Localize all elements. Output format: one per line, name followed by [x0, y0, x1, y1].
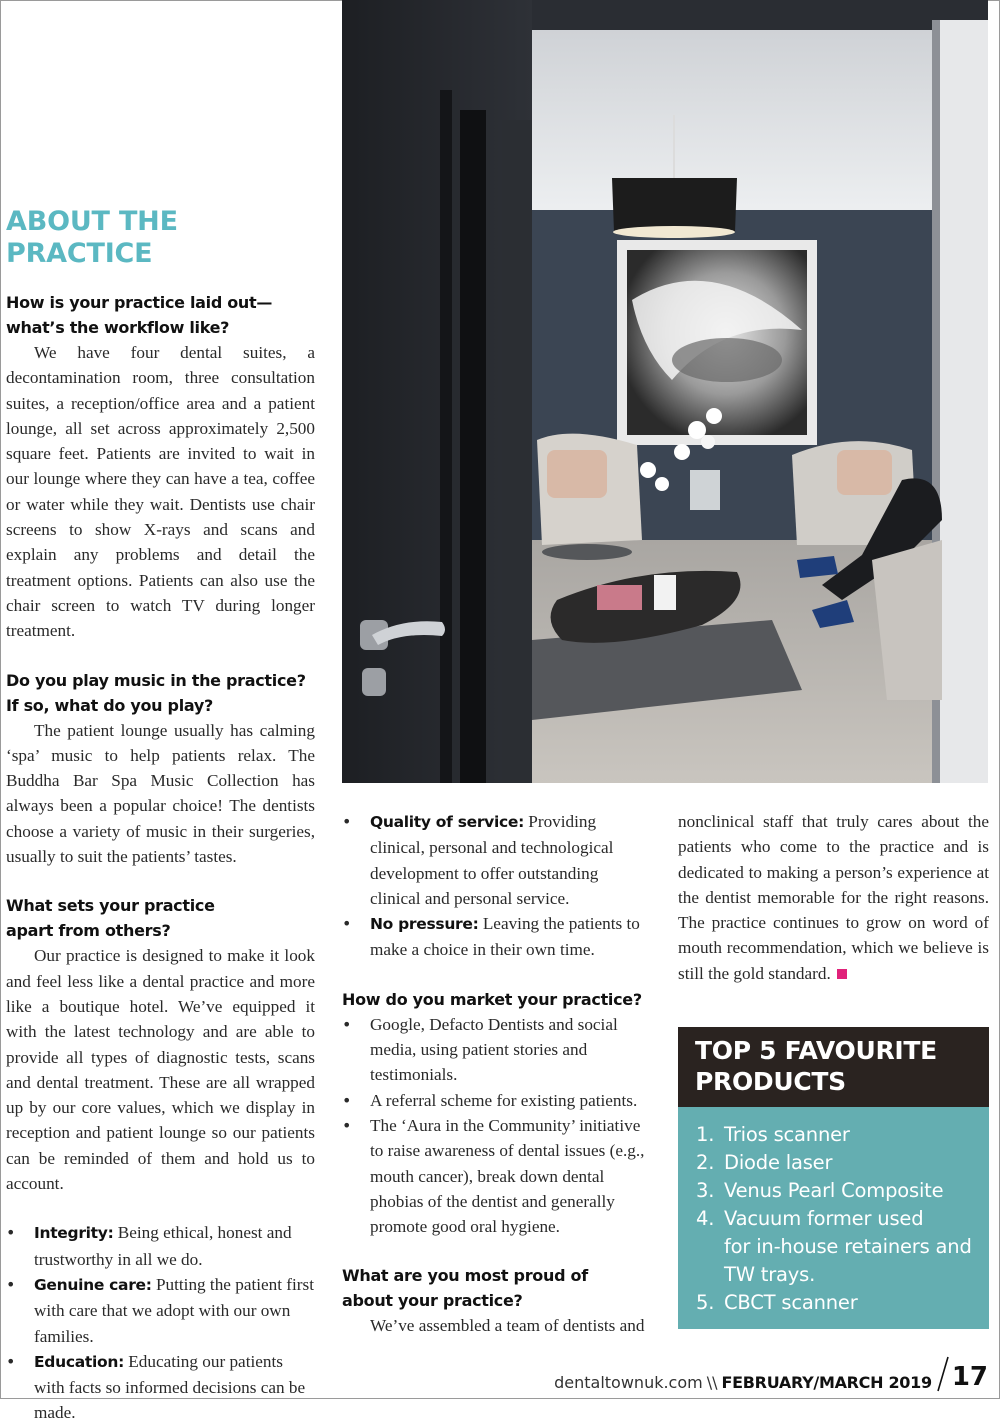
bullet-icon: • — [6, 1274, 16, 1294]
bullet-icon: • — [342, 1115, 352, 1135]
question-differentiators-line1: What sets your practice — [6, 896, 215, 916]
item-number: 3. — [696, 1179, 715, 1202]
value-label: No pressure: — [370, 915, 479, 934]
list-item — [342, 1012, 648, 1088]
top-products-title-line2: PRODUCTS — [695, 1067, 846, 1096]
core-values-list-part1 — [6, 1220, 315, 1425]
answer-proud-part2-text: nonclinical staff that truly cares about the patients who come to the practice and is dedicated to making a person’s experience at the dentist memorable for the right reasons. The practice continues to grow on word of mouth recommendation, which we believe is still the gold standard. — [678, 812, 989, 983]
list-item — [696, 1177, 979, 1205]
middle-column — [342, 809, 648, 1339]
list-item — [342, 809, 648, 911]
list-item — [696, 1149, 979, 1177]
slash-divider-icon — [936, 1356, 950, 1392]
value-label: Education: — [34, 1352, 124, 1371]
list-item — [342, 1088, 648, 1113]
item-text: Vacuum former used — [724, 1207, 924, 1230]
item-text: TW trays. — [724, 1263, 816, 1286]
question-proud-line1: What are you most proud of — [342, 1266, 588, 1286]
bullet-icon: • — [6, 1351, 16, 1371]
question-layout-line1: How is your practice laid out— — [6, 293, 273, 312]
list-item — [696, 1205, 979, 1289]
top-products-header — [678, 1027, 989, 1107]
bullet-icon: • — [342, 914, 352, 934]
value-label: Genuine care: — [34, 1275, 152, 1294]
value-label: Quality of service: — [370, 813, 524, 831]
value-text: Leaving the patients to make a choice in their own time. — [370, 914, 640, 960]
bullet-icon: • — [342, 812, 352, 831]
page-number: 17 — [951, 1362, 988, 1392]
marketing-text: Google, Defacto Dentists and social media, using patient stories and testimonials. — [370, 1014, 618, 1085]
footer-issue: FEBRUARY/MARCH 2019 — [721, 1373, 932, 1392]
value-text: Being ethical, honest and trustworthy in all we do. — [34, 1223, 292, 1269]
left-column — [6, 206, 315, 1426]
lounge-photo — [342, 0, 988, 783]
core-values-list-part2 — [342, 809, 648, 963]
question-differentiators-line2: apart from others? — [6, 921, 171, 941]
question-proud-line2: about your practice? — [342, 1291, 523, 1311]
item-number: 4. — [696, 1207, 715, 1230]
bullet-icon: • — [342, 1090, 352, 1110]
question-differentiators — [6, 893, 315, 943]
item-number: 2. — [696, 1151, 715, 1174]
answer-proud-part2 — [678, 809, 989, 986]
list-item — [6, 1272, 315, 1349]
list-item — [342, 911, 648, 963]
question-music-line1: Do you play music in the practice? — [6, 670, 306, 690]
bullet-icon: • — [6, 1223, 16, 1243]
footer-site: dentaltownuk.com — [554, 1373, 703, 1392]
list-item — [342, 1113, 648, 1239]
question-proud — [342, 1263, 648, 1313]
list-item — [696, 1121, 979, 1149]
top-products-box — [678, 1027, 989, 1329]
footer-separator: \\ — [706, 1373, 718, 1392]
value-text: Educating our patients with facts so informed decisions can be made. — [34, 1351, 306, 1423]
item-number: 5. — [696, 1291, 715, 1314]
top-products-title-line1: TOP 5 FAVOURITE — [695, 1036, 937, 1065]
item-text: Venus Pearl Composite — [724, 1179, 944, 1202]
answer-music: The patient lounge usually has calming ‘spa’ music to help patients relax. The Buddha Bar Spa Music Collection has always been a popular choice! The dentists choose a variety of music in their surgeries, usually to suit the patients’ tastes. — [6, 720, 315, 867]
value-text: Putting the patient first with care that we adopt with our own families. — [34, 1274, 314, 1346]
top-products-title — [695, 1035, 989, 1097]
value-label: Integrity: — [34, 1224, 114, 1243]
answer-proud-part1: We’ve assembled a team of dentists and — [370, 1316, 645, 1336]
question-music-line2: If so, what do you play? — [6, 695, 213, 715]
item-text: for in-house retainers and — [724, 1235, 972, 1258]
question-layout-line2: what’s the workflow like? — [6, 318, 230, 337]
question-marketing: How do you market your practice? — [342, 989, 642, 1009]
marketing-text: A referral scheme for existing patients. — [370, 1090, 638, 1110]
section-title: ABOUT THE PRACTICE — [6, 206, 178, 269]
page-footer — [554, 1352, 988, 1392]
bullet-icon: • — [342, 1014, 352, 1034]
right-column — [678, 809, 989, 986]
list-item — [6, 1220, 315, 1272]
list-item — [6, 1349, 315, 1426]
item-text: CBCT scanner — [724, 1291, 858, 1314]
answer-differentiators: Our practice is designed to make it look and feel less like a dental practice and more like a boutique hotel. We’ve equipped it with the latest technology and are able to provide all types of diagnostic tests, scans and dental treatment. These are all wrapped up by our core values, which we display in reception and patient lounge so our patients can be reminded of them and hold us to account. — [6, 946, 315, 1194]
question-music — [6, 668, 315, 718]
end-mark-icon — [837, 969, 847, 979]
marketing-text: The ‘Aura in the Community’ initiative to raise awareness of dental issues (e.g., mouth cancer), break down dental phobias of the dentist and generally promote good oral hygiene. — [370, 1115, 645, 1237]
item-text: Diode laser — [724, 1151, 833, 1174]
item-number: 1. — [696, 1123, 715, 1146]
item-text: Trios scanner — [724, 1123, 850, 1146]
question-layout — [6, 290, 315, 340]
marketing-list — [342, 1012, 648, 1240]
answer-layout: We have four dental suites, a decontamination room, three consultation suites, a reception/office area and a patient lounge, all set across approximately 2,500 square feet. Patients are invited to wait in our lounge where they can have a tea, coffee or water while they wait. Dentists use chair screens to show X-rays and scans and explain any problems and detail the treatment options. Patients can also use the chair screen to watch TV during longer treatment. — [6, 343, 315, 641]
list-item — [696, 1289, 979, 1317]
value-text: Providing clinical, personal and technological development to offer outstanding clinical and personal service. — [370, 812, 614, 908]
top-products-list — [678, 1107, 989, 1317]
